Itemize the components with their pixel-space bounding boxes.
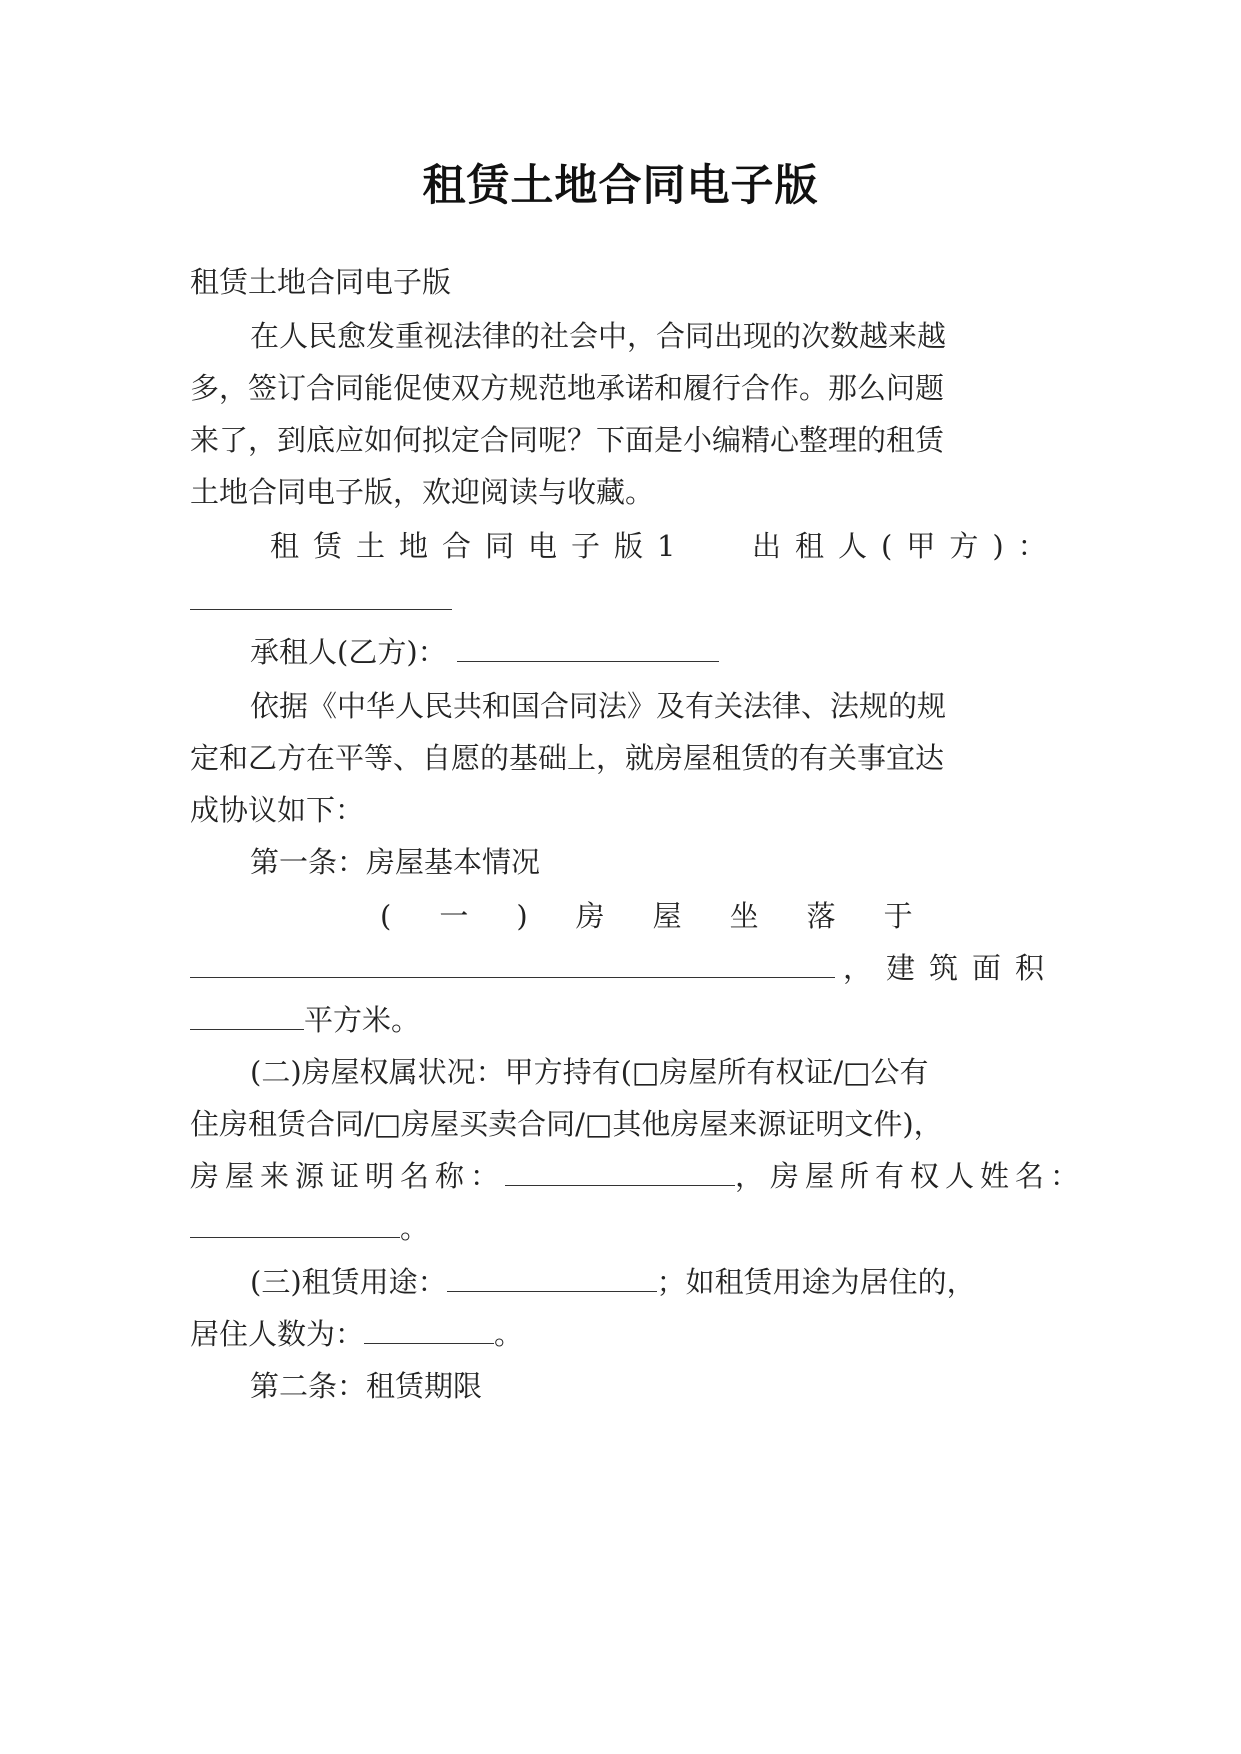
area-unit-row <box>190 1000 1050 1040</box>
proof-name-blank[interactable] <box>505 1159 735 1186</box>
basis-line: 成协议如下： <box>190 793 365 827</box>
lessor-label: 出租人(甲方)： <box>752 529 1061 563</box>
intro-line: 土地合同电子版，欢迎阅读与收藏。 <box>190 475 655 509</box>
basis-line: 依据《中华人民共和国合同法》及有关法律、法规的规 <box>250 689 947 723</box>
residents-end: 。 <box>494 1317 524 1351</box>
document-title: 租赁土地合同电子版 <box>422 161 819 211</box>
ownership-line: (二)房屋权属状况：甲方持有(□房屋所有权证/□公有 <box>250 1055 929 1089</box>
owner-name-row <box>190 1208 1050 1248</box>
lessor-blank-row <box>190 580 1050 620</box>
use-label: (三)租赁用途： <box>250 1265 447 1299</box>
residents-blank[interactable] <box>364 1317 494 1344</box>
article2-heading: 第二条：租赁期限 <box>250 1369 483 1403</box>
ownership-name-row <box>190 1156 1086 1196</box>
proof-name-label: 房屋来源证明名称： <box>190 1159 506 1193</box>
area-label: ，建筑面积 <box>843 951 1059 985</box>
location-line: (一)房屋坐落于 <box>380 899 961 933</box>
use-tail: ；如租赁用途为居住的， <box>656 1265 976 1299</box>
lessor-blank[interactable] <box>190 583 452 610</box>
owner-name-end: 。 <box>400 1211 430 1245</box>
lessee-label: 承租人(乙方)： <box>250 635 447 669</box>
intro-line: 来了，到底应如何拟定合同呢？下面是小编精心整理的租赁 <box>190 423 945 457</box>
area-unit: 平方米。 <box>304 1003 421 1037</box>
owner-name-label: ，房屋所有权人姓名： <box>735 1159 1086 1193</box>
basis-line: 定和乙方在平等、自愿的基础上，就房屋租赁的有关事宜达 <box>190 741 945 775</box>
contract-heading: 租赁土地合同电子版1 <box>270 529 690 563</box>
intro-line: 多，签订合同能促使双方规范地承诺和履行合作。那么问题 <box>190 371 945 405</box>
area-row <box>190 948 1059 988</box>
owner-name-blank[interactable] <box>190 1211 400 1238</box>
article1-heading: 第一条：房屋基本情况 <box>250 845 541 879</box>
area-blank[interactable] <box>190 1003 304 1030</box>
location-blank[interactable] <box>190 951 835 978</box>
residents-label: 居住人数为： <box>190 1317 365 1351</box>
document-subtitle: 租赁土地合同电子版 <box>190 265 452 299</box>
ownership-line: 住房租赁合同/□房屋买卖合同/□其他房屋来源证明文件)， <box>190 1107 943 1141</box>
use-blank[interactable] <box>447 1265 657 1292</box>
lessee-blank[interactable] <box>457 635 719 662</box>
use-row <box>250 1262 1050 1302</box>
intro-line: 在人民愈发重视法律的社会中，合同出现的次数越来越 <box>250 319 947 353</box>
lessee-row <box>250 632 1050 672</box>
residents-row <box>190 1314 1050 1354</box>
